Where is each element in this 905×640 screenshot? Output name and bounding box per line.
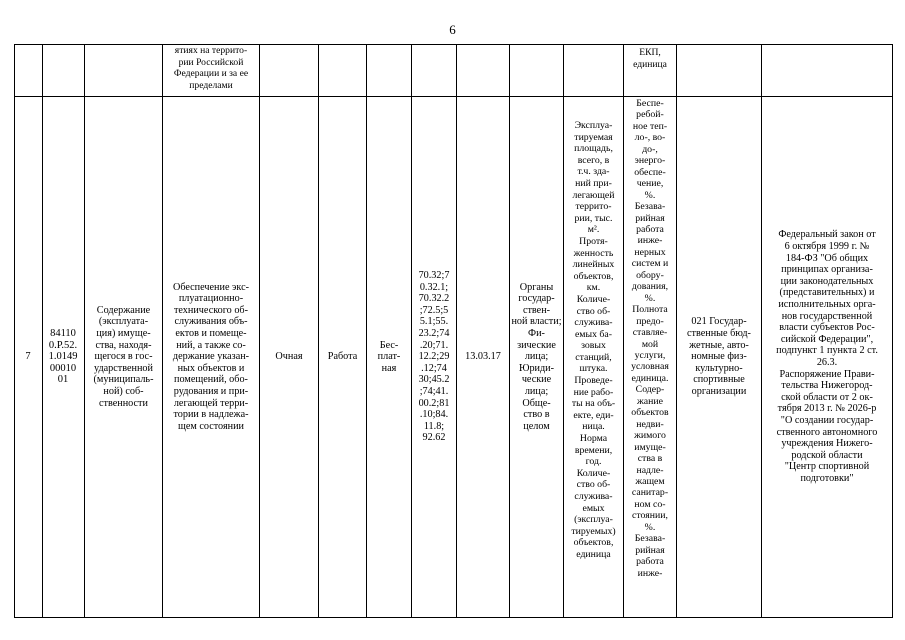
- row-okved-codes: 70.32;7 0.32.1; 70.32.2 ;72.5;5 5.1;55. 23.2;74 .20;71. 12.2;29 .12;74 30;45.2 ;74;41. 00.2;81 .10;84. 11.8; 92.62: [418, 270, 450, 444]
- table-vline: [892, 44, 893, 617]
- row-quality: Беспе- ребой- ное теп- ло-, во- до-, энерго- обеспе- чение, %. Безава- рийная работа инже- нерных систем и обору- дования, %. Полнота предо- ставляе- мой услуги, условная единица. Содер- жание объектов недви- жимого имуще- ства в надле- жащем санитар- ном со- стоянии, %. Безава- рийная работа инже-: [631, 98, 669, 579]
- row-code: 84110 0.Р.52. 1.0149 00010 01: [48, 328, 78, 386]
- row-type: Работа: [327, 351, 358, 363]
- header-col13-text: ЕКП, единица: [633, 47, 667, 70]
- row-date: 13.03.17: [465, 351, 501, 363]
- page-number: 6: [449, 22, 456, 37]
- header-col4-text: ятиях на террито- рии Российской Федерации и за ее пределами: [173, 45, 249, 91]
- row-legal-basis: Федеральный закон от 6 октября 1999 г. № 184-ФЗ "Об общих принципах организа- ции законодательных (представительных) и исполнительных орга- нов государственной власти субъектов Рос- сийской Федерации", подпункт 1 пункта 2 ст. 26.3. Распоряжение Прави- тельства Нижегород- ской области от 2 ок- тября 2013 г. № 2026-р "О создании государ- ственного автономного учреждения Нижего- родской области "Центр спортивной подготовки": [776, 229, 878, 484]
- row-institutions: 021 Государ- ственные бюд- жетные, авто- номные физ- культурно- спортивные организации: [687, 316, 751, 397]
- row-content: Обеспечение экс- плуатационно- технического об- служивания объ- ектов и помеще- ний, а также со- держание указан- ных объектов и помещений, обо- рудования и при- легающей терри- тории в надлежа- щем состоянии: [172, 281, 250, 432]
- table-hline: [14, 617, 893, 618]
- row-number: 7: [25, 351, 31, 363]
- row-indicators: Эксплуа- тируемая площадь, всего, в т.ч. зда- ний при- легающей террито- рии, тыс. м². Протя- женность линейных объектов, км. Количе- ство об- служива- емых ба- зовых станций, штука. Проведе- ние рабо- ты на объ- екте, еди- ница. Норма времени, год. Количе- ство об- служива- емых (эксплуа- тируемых) объектов, единица: [571, 120, 616, 560]
- row-consumers: Органы государ- ствен- ной власти; Фи- зические лица; Юриди- ческие лица; Обще- ство в целом: [511, 281, 562, 432]
- row-name: Содержание (эксплуата- ция) имуще- ства, находя- щегося в гос- ударственной (муниципаль- ной) соб- ственности: [93, 304, 154, 409]
- table-hline: [14, 44, 893, 45]
- row-payment: Бес- плат- ная: [377, 339, 401, 374]
- row-form: Очная: [275, 351, 303, 363]
